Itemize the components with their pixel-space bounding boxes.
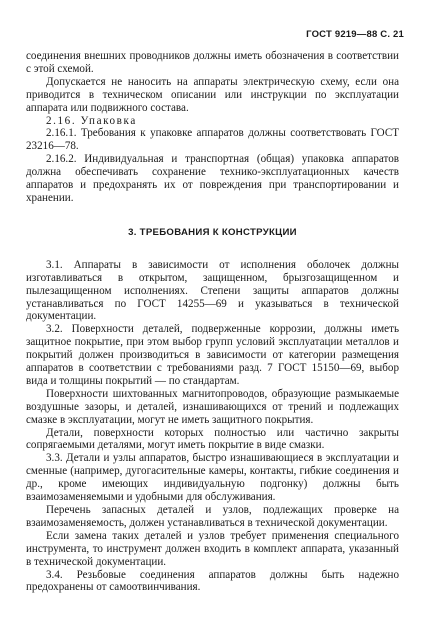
paragraph: соединения внешних проводников должны иметь обозначения в соответствии с этой схемой.	[26, 50, 399, 75]
section-title: 3. ТРЕБОВАНИЯ К КОНСТРУКЦИИ	[128, 226, 297, 238]
paragraph: 3.4. Резьбовые соединения аппаратов должны быть надежно предохранены от самоотвинчивания.	[26, 568, 399, 594]
subsection-heading: 2.16. Упаковка	[46, 114, 137, 127]
paragraph: 3.1. Аппараты в зависимости от исполнения оболочек должны изготавливаться в открытом, защищенном, брызгозащищенном и пылезащищенном исполнениях. Степени защиты аппаратов должны устанавливаться по ГОСТ 14255—69 и указываться в технической документации.	[26, 258, 399, 323]
paragraph: 2.16.1. Требования к упаковке аппаратов должны соответствовать ГОСТ 23216—78.	[26, 127, 399, 153]
paragraph: 2.16.2. Индивидуальная и транспортная (общая) упаковка аппаратов должна обеспечивать сохранение технико-эксплуатационных качеств аппаратов и предохранять их от повреждения при транспортировании и хранении.	[26, 153, 399, 204]
running-head: ГОСТ 9219—88 С. 21	[306, 29, 404, 40]
paragraph: Перечень запасных деталей и узлов, подлежащих проверке на взаимозаменяемость, должен устанавливаться в технической документации.	[26, 504, 399, 529]
paragraph: Допускается не наносить на аппараты электрическую схему, если она приводится в техническом описании или инструкции по эксплуатации аппарата или подвижного состава.	[26, 75, 399, 114]
paragraph: Поверхности шихтованных магнитопроводов, образующие размыкаемые воздушные зазоры, и деталей, изнашивающихся от трений и подлежащих смазке в эксплуатации, могут не иметь защитного покрытия.	[26, 387, 399, 426]
paragraph: Если замена таких деталей и узлов требует применения специального инструмента, то инструмент должен входить в комплект аппарата, указанный в технической документации.	[26, 529, 399, 568]
paragraph: 3.2. Поверхности деталей, подверженные коррозии, должны иметь защитное покрытие, при этом выбор групп условий эксплуатации металлов и покрытий должен производиться в зависимости от категории размещения аппаратов в соответствии с требованиями разд. 7 ГОСТ 15150—69, выбор вида и толщины покрытий — по стандартам.	[26, 323, 399, 387]
document-body	[26, 50, 399, 594]
paragraph: Детали, поверхности которых полностью или частично закрыты сопрягаемыми деталями, могут иметь покрытие в виде смазки.	[26, 426, 399, 452]
paragraph: 3.3. Детали и узлы аппаратов, быстро изнашивающиеся в эксплуатации и сменные (например, дугогасительные камеры, контакты, гибкие соединения и др., кроме имеющих индивидуальную подгонку) должны быть взаимозаменяемыми и удобными для обслуживания.	[26, 452, 399, 504]
